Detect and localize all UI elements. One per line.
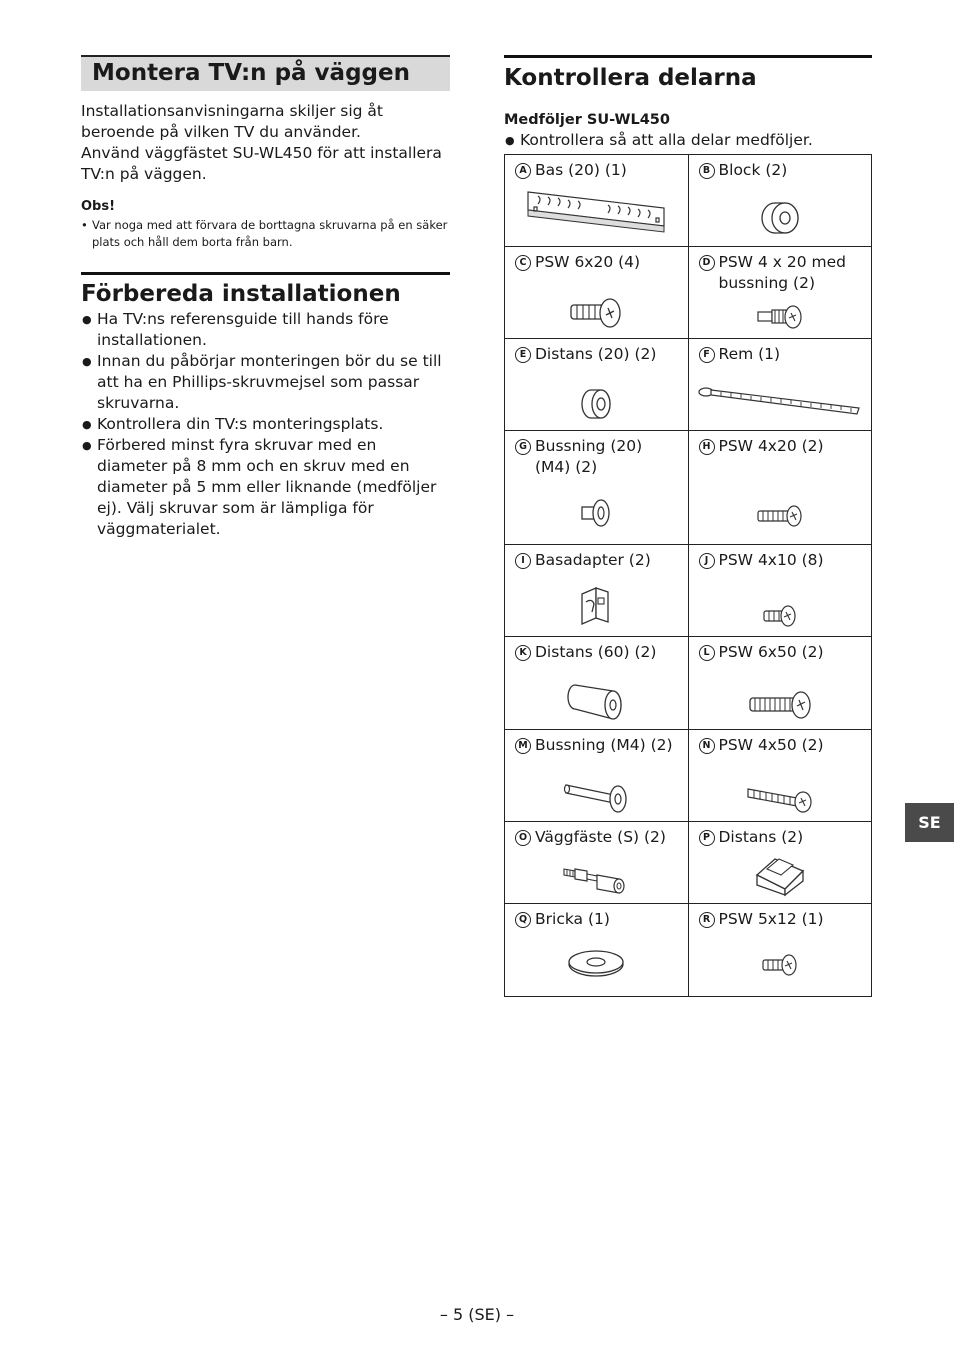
list-item: ● Ha TV:ns referensguide till hands före installationen. <box>81 309 450 351</box>
part-label: PSW 4x20 (2) <box>718 437 824 455</box>
screw-icon <box>568 296 624 330</box>
distance-block-icon <box>753 855 807 897</box>
list-item: ● Förbered minst fyra skruvar med en diameter på 8 mm och en skruv med en diameter på 5 mm eller liknande (medföljer ej). Välj skruvar som är lämpliga för väggmaterialet. <box>81 435 450 540</box>
part-cell-f <box>688 339 872 431</box>
part-label: PSW 4x10 (8) <box>718 551 824 569</box>
part-cell-a <box>505 155 689 247</box>
spacer-icon <box>579 386 613 422</box>
screw-icon <box>760 952 800 978</box>
part-letter: J <box>699 553 715 569</box>
part-label: Basadapter (2) <box>535 551 651 569</box>
intro-paragraph-2: Använd väggfästet SU-WL450 för att installera TV:n på väggen. <box>81 144 442 183</box>
part-cell-r <box>688 904 872 997</box>
part-label: Bussning (20) (M4) (2) <box>535 437 643 476</box>
long-spacer-icon <box>565 681 627 721</box>
section-title-kontrollera: Kontrollera delarna <box>504 55 872 93</box>
part-letter: L <box>699 645 715 661</box>
part-cell-p <box>688 822 872 904</box>
list-item: ● Innan du påbörjar monteringen bör du se till att ha en Phillips-skruvmejsel som passar skruvarna. <box>81 351 450 414</box>
part-cell-m <box>505 730 689 822</box>
screw-icon <box>745 785 815 813</box>
long-bushing-icon <box>562 779 630 813</box>
screw-bushing-icon <box>755 304 805 330</box>
part-letter: A <box>515 163 531 179</box>
part-label: Distans (20) (2) <box>535 345 657 363</box>
base-adapter-icon <box>576 584 616 628</box>
preparation-list <box>81 309 450 540</box>
part-label: Bussning (M4) (2) <box>535 736 673 754</box>
part-cell-h <box>688 431 872 545</box>
part-letter: M <box>515 738 531 754</box>
left-column <box>81 55 450 540</box>
bushing-icon <box>579 498 613 528</box>
part-cell-j <box>688 545 872 637</box>
page-number: – 5 (SE) – <box>439 1305 515 1324</box>
part-letter: K <box>515 645 531 661</box>
part-label: PSW 4x50 (2) <box>718 736 824 754</box>
strap-icon <box>697 386 863 418</box>
part-letter: E <box>515 347 531 363</box>
block-icon <box>758 198 802 238</box>
included-heading: Medföljer SU-WL450 <box>504 112 670 128</box>
part-label: PSW 6x20 (4) <box>535 253 641 271</box>
part-label: PSW 5x12 (1) <box>718 910 824 928</box>
part-cell-c <box>505 247 689 339</box>
part-letter: G <box>515 439 531 455</box>
part-cell-n <box>688 730 872 822</box>
part-letter: Q <box>515 912 531 928</box>
part-letter: O <box>515 830 531 846</box>
screw-icon <box>761 604 799 628</box>
part-letter: N <box>699 738 715 754</box>
section-title-forbereda: Förbereda installationen <box>81 272 450 309</box>
part-letter: B <box>699 163 715 179</box>
note-text: • Var noga med att förvara de borttagna skruvarna på en säker plats och håll dem borta från barn. <box>81 217 450 251</box>
part-cell-e <box>505 339 689 431</box>
part-cell-d <box>688 247 872 339</box>
wall-anchor-icon <box>561 865 631 895</box>
part-label: Bricka (1) <box>535 910 610 928</box>
part-label: Rem (1) <box>718 345 781 363</box>
check-instruction <box>504 130 872 151</box>
part-letter: C <box>515 255 531 271</box>
part-cell-i <box>505 545 689 637</box>
part-cell-q <box>505 904 689 997</box>
part-letter: H <box>699 439 715 455</box>
part-letter: D <box>699 255 715 271</box>
part-cell-o <box>505 822 689 904</box>
section-title-montera: Montera TV:n på väggen <box>81 55 450 91</box>
list-item: ● Kontrollera så att alla delar medföljer. <box>504 130 872 151</box>
parts-table <box>504 154 872 997</box>
intro-paragraph-1: Installationsanvisningarna skiljer sig åt beroende på vilken TV du använder. <box>81 102 383 141</box>
part-cell-b <box>688 155 872 247</box>
part-cell-g <box>505 431 689 545</box>
screw-icon <box>747 689 813 721</box>
part-label: Distans (2) <box>718 828 804 846</box>
washer-icon <box>566 948 626 978</box>
part-label: Distans (60) (2) <box>535 643 657 661</box>
part-label: Väggfäste (S) (2) <box>535 828 666 846</box>
list-item: ● Kontrollera din TV:s monteringsplats. <box>81 414 450 435</box>
language-tab: SE <box>905 803 954 842</box>
right-column <box>504 55 872 997</box>
part-label: Bas (20) (1) <box>535 161 627 179</box>
part-cell-k <box>505 637 689 730</box>
part-letter: F <box>699 347 715 363</box>
part-label: Block (2) <box>718 161 788 179</box>
part-letter: P <box>699 830 715 846</box>
part-letter: R <box>699 912 715 928</box>
part-cell-l <box>688 637 872 730</box>
screw-icon <box>755 504 805 528</box>
part-label: PSW 4 x 20 med bussning (2) <box>718 253 846 292</box>
wall-base-bracket-icon <box>526 186 666 238</box>
part-letter: I <box>515 553 531 569</box>
part-label: PSW 6x50 (2) <box>718 643 824 661</box>
note-title: Obs! <box>81 199 116 214</box>
